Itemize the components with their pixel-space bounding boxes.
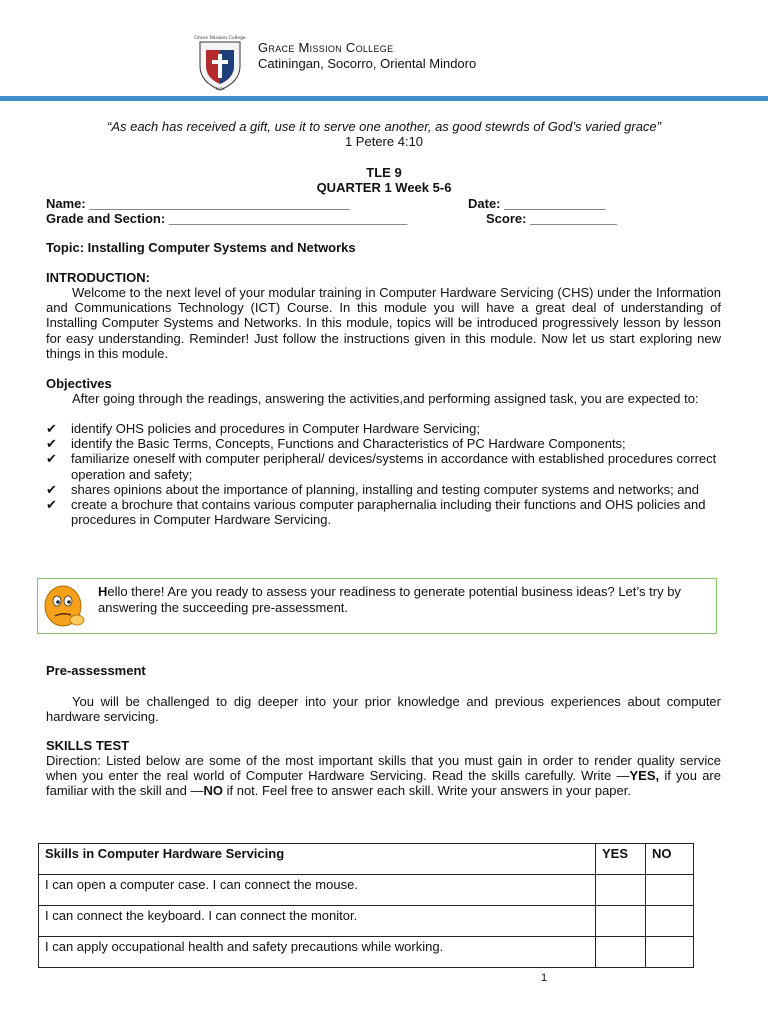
yes-answer-cell[interactable] bbox=[596, 906, 646, 937]
skills-test-direction: Direction: Listed below are some of the most important skills that you must gain in order to render quality service when you enter the real world of Computer Hardware Servicing. Read the skills carefully. Write —YES, if you are familiar with the skill and —NO if not. Feel free to answer each skill. Write your answers in your paper. bbox=[46, 753, 721, 799]
no-answer-cell[interactable] bbox=[646, 937, 694, 968]
table-header-row bbox=[39, 844, 694, 875]
bible-verse: 1 Petere 4:10 bbox=[344, 134, 424, 149]
name-field: Name: ____________________________________ bbox=[46, 196, 350, 211]
table-header: YES bbox=[596, 844, 646, 875]
svg-text:1976: 1976 bbox=[215, 87, 225, 91]
skills-test-heading: SKILLS TEST bbox=[46, 738, 130, 753]
no-answer-cell[interactable] bbox=[646, 906, 694, 937]
table-cell: I can apply occupational health and safety precautions while working. bbox=[39, 937, 596, 968]
check-icon: ✔ bbox=[46, 421, 57, 436]
list-item: ✔ create a brochure that contains various computer paraphernalia including their functions and OHS policies and procedures in Computer Hardware Servicing. bbox=[46, 497, 706, 528]
topic-heading: Topic: Installing Computer Systems and Networks bbox=[46, 240, 356, 255]
svg-text:Grace Mission College: Grace Mission College bbox=[194, 36, 246, 41]
preassessment-heading: Pre-assessment bbox=[46, 663, 146, 678]
objectives-lead: After going through the readings, answering the activities,and performing assigned task, you are expected to: bbox=[72, 391, 699, 406]
callout-box bbox=[37, 578, 717, 634]
college-address: Catiningan, Socorro, Oriental Mindoro bbox=[258, 56, 477, 71]
grade-section-field: Grade and Section: _________________________________ bbox=[46, 211, 408, 226]
objectives-list bbox=[46, 421, 721, 527]
quarter-title: QUARTER 1 Week 5-6 bbox=[316, 180, 452, 195]
table-row bbox=[39, 937, 694, 968]
table-header: NO bbox=[646, 844, 694, 875]
college-name: Grace Mission College bbox=[258, 40, 394, 55]
check-icon: ✔ bbox=[46, 436, 57, 452]
score-field: Score: ____________ bbox=[486, 211, 617, 226]
callout-text: Hello there! Are you ready to assess your readiness to generate potential business ideas? Let’s try by answering the succeeding pre-assessment. bbox=[98, 584, 681, 615]
preassessment-body: You will be challenged to dig deeper into your prior knowledge and previous experiences about computer hardware servicing. bbox=[46, 694, 721, 725]
bible-quote: “As each has received a gift, use it to serve one another, as good stewrds of God’s varied grace” bbox=[106, 119, 661, 134]
check-icon: ✔ bbox=[46, 451, 57, 467]
date-field: Date: ______________ bbox=[468, 196, 606, 211]
check-icon: ✔ bbox=[46, 497, 57, 513]
yes-answer-cell[interactable] bbox=[596, 937, 646, 968]
table-cell: I can open a computer case. I can connect the mouse. bbox=[39, 875, 596, 906]
introduction-body: Welcome to the next level of your modular training in Computer Hardware Servicing (CHS) under the Information and Communications Technology (ICT) Course. In this module you will have a great deal of understanding of Installing Computer Systems and Networks. In this module, topics will be introduced progressively lesson by lesson for easy understanding. Reminder! Just follow the instructions given in this module. Now let us start exploring new things in this module. bbox=[46, 285, 721, 361]
header-divider bbox=[0, 96, 768, 101]
thinking-smiley-icon bbox=[41, 582, 89, 632]
table-row bbox=[39, 875, 694, 906]
list-item: ✔ identify the Basic Terms, Concepts, Functions and Characteristics of PC Hardware Components; bbox=[46, 436, 626, 452]
skills-table bbox=[38, 843, 694, 968]
college-seal-icon bbox=[192, 32, 248, 92]
list-item: ✔ identify OHS policies and procedures in Computer Hardware Servicing; bbox=[46, 421, 480, 436]
no-answer-cell[interactable] bbox=[646, 875, 694, 906]
page-header bbox=[0, 30, 768, 100]
yes-answer-cell[interactable] bbox=[596, 875, 646, 906]
list-item: ✔ shares opinions about the importance of planning, installing and testing computer systems and networks; and bbox=[46, 481, 699, 497]
list-item: ✔ familiarize oneself with computer peripheral/ devices/systems in accordance with established procedures correct operation and safety; bbox=[46, 451, 717, 482]
table-header: Skills in Computer Hardware Servicing bbox=[39, 844, 596, 875]
objectives-heading: Objectives bbox=[46, 376, 112, 391]
introduction-heading: INTRODUCTION: bbox=[46, 270, 150, 285]
check-icon: ✔ bbox=[46, 481, 57, 497]
page-number: 1 bbox=[541, 972, 548, 984]
subject-title: TLE 9 bbox=[366, 165, 402, 180]
table-cell: I can connect the keyboard. I can connect the monitor. bbox=[39, 906, 596, 937]
table-row bbox=[39, 906, 694, 937]
